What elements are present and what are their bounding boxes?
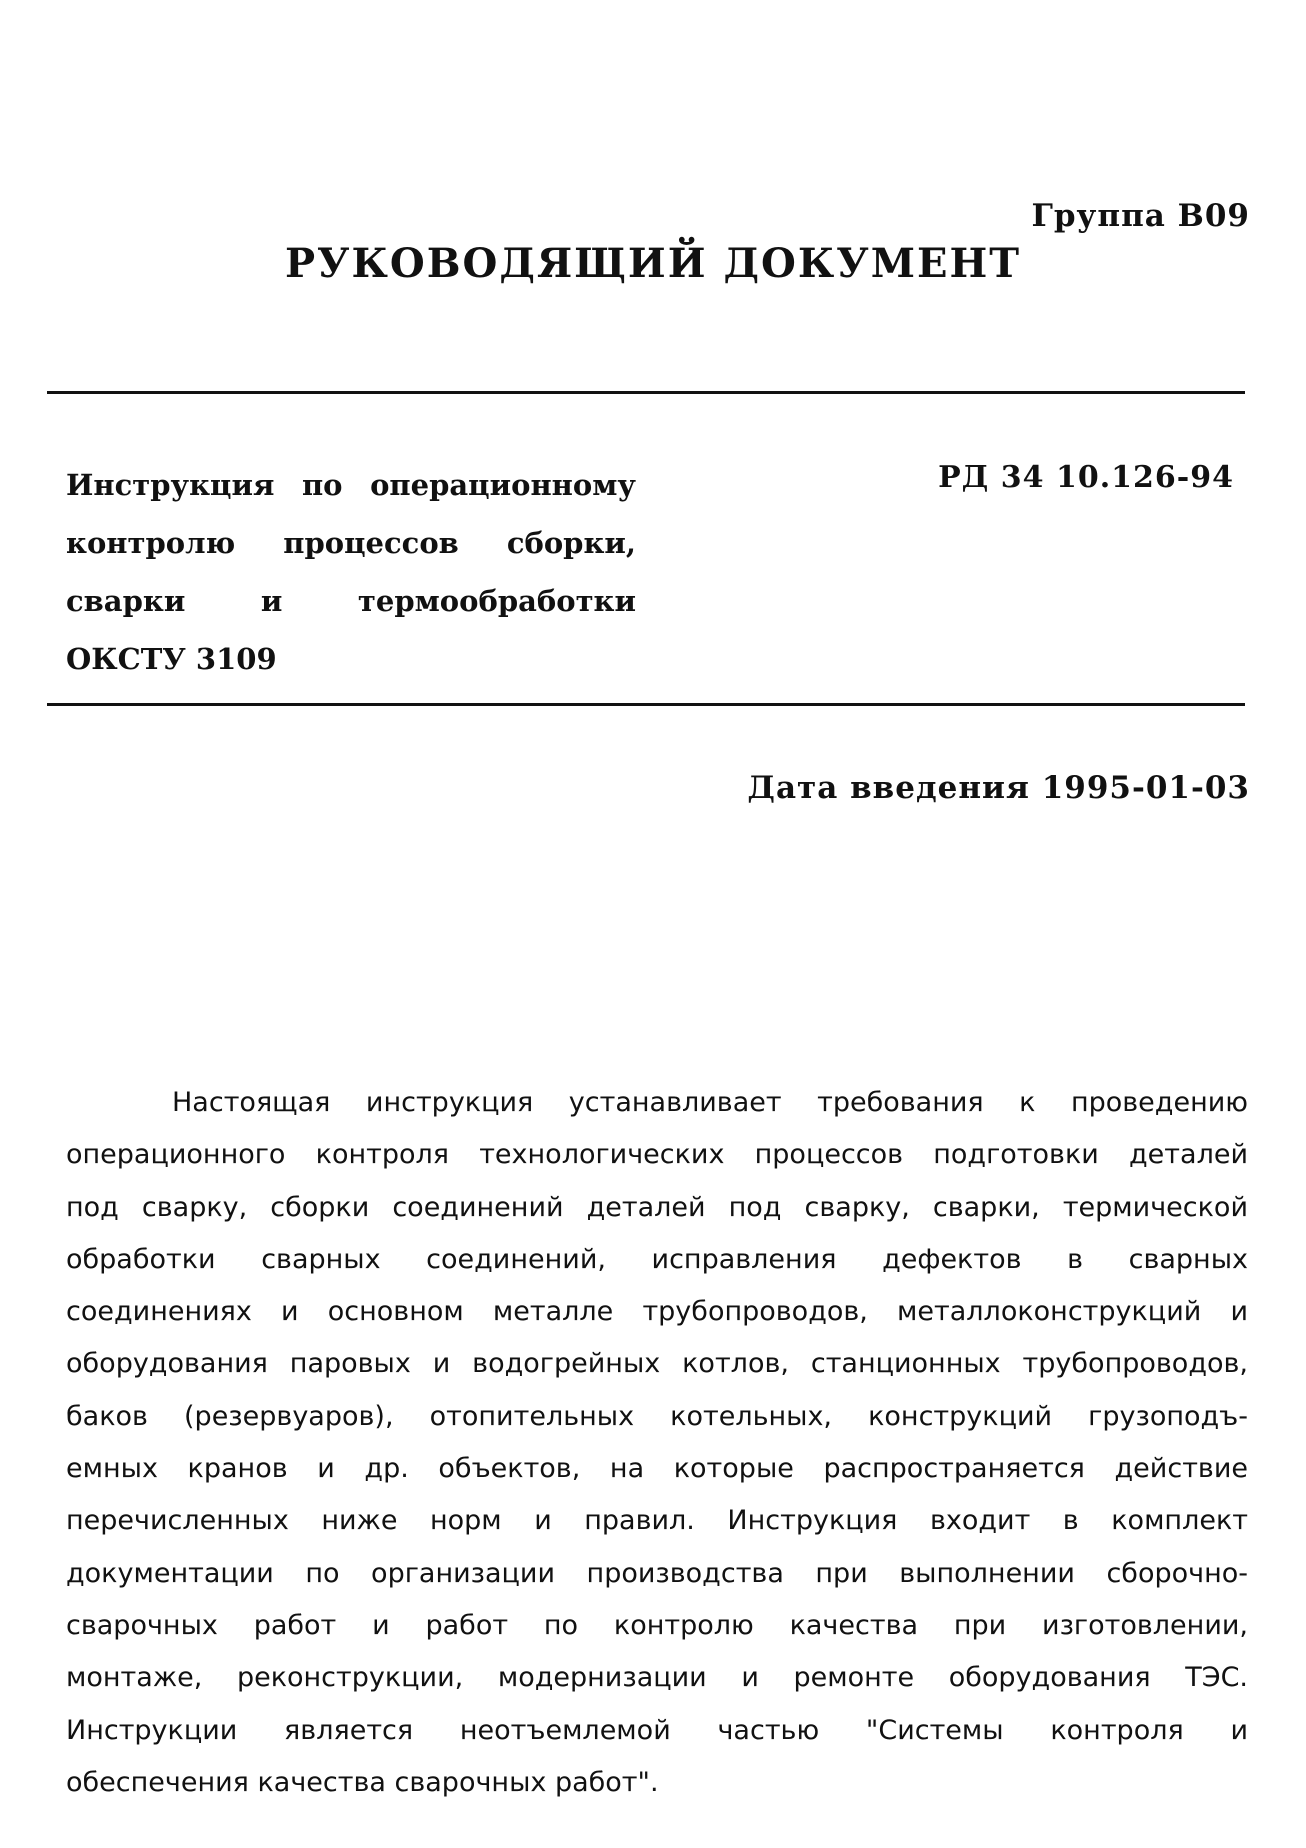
title-line: сварки и термообработки bbox=[66, 584, 636, 618]
introduction-date: Дата введения 1995-01-03 bbox=[747, 770, 1250, 806]
body-line: Настоящая инструкция устанавливает требования к проведению bbox=[172, 1087, 1248, 1118]
body-paragraph bbox=[66, 1077, 1248, 1809]
body-line: емных кранов и др. объектов, на которые распространяется действие bbox=[66, 1453, 1248, 1485]
bottom-divider bbox=[47, 703, 1245, 706]
body-line: под сварку, сборки соединений деталей под сварку, сварки, термической bbox=[66, 1191, 1248, 1223]
body-line: операционного контроля технологических процессов подготовки деталей bbox=[66, 1139, 1248, 1171]
title-line: Инструкция по операционному bbox=[66, 468, 636, 502]
document-number: РД 34 10.126-94 bbox=[938, 460, 1234, 495]
document-type-heading: РУКОВОДЯЩИЙ ДОКУМЕНТ bbox=[284, 240, 1022, 287]
group-code: Группа В09 bbox=[1031, 198, 1250, 234]
body-line: соединениях и основном металле трубопроводов, металлоконструкций и bbox=[66, 1296, 1248, 1328]
top-divider bbox=[47, 391, 1245, 394]
document-title bbox=[66, 456, 636, 688]
body-line: документации по организации производства при выполнении сборочно- bbox=[66, 1557, 1248, 1589]
body-line: сварочных работ и работ по контролю качества при изготовлении, bbox=[66, 1609, 1248, 1641]
body-line: монтаже, реконструкции, модернизации и ремонте оборудования ТЭС. bbox=[66, 1662, 1248, 1694]
title-line: контролю процессов сборки, bbox=[66, 526, 636, 560]
body-line: обеспечения качества сварочных работ". bbox=[66, 1766, 659, 1798]
title-line: ОКСТУ 3109 bbox=[66, 642, 277, 676]
body-line: Инструкции является неотъемлемой частью "Системы контроля и bbox=[66, 1714, 1248, 1746]
body-line: обработки сварных соединений, исправления дефектов в сварных bbox=[66, 1243, 1248, 1275]
body-line: баков (резервуаров), отопительных котельных, конструкций грузоподъ- bbox=[66, 1400, 1248, 1432]
body-line: оборудования паровых и водогрейных котлов, станционных трубопроводов, bbox=[66, 1348, 1248, 1380]
body-line: перечисленных ниже норм и правил. Инструкция входит в комплект bbox=[66, 1505, 1248, 1537]
